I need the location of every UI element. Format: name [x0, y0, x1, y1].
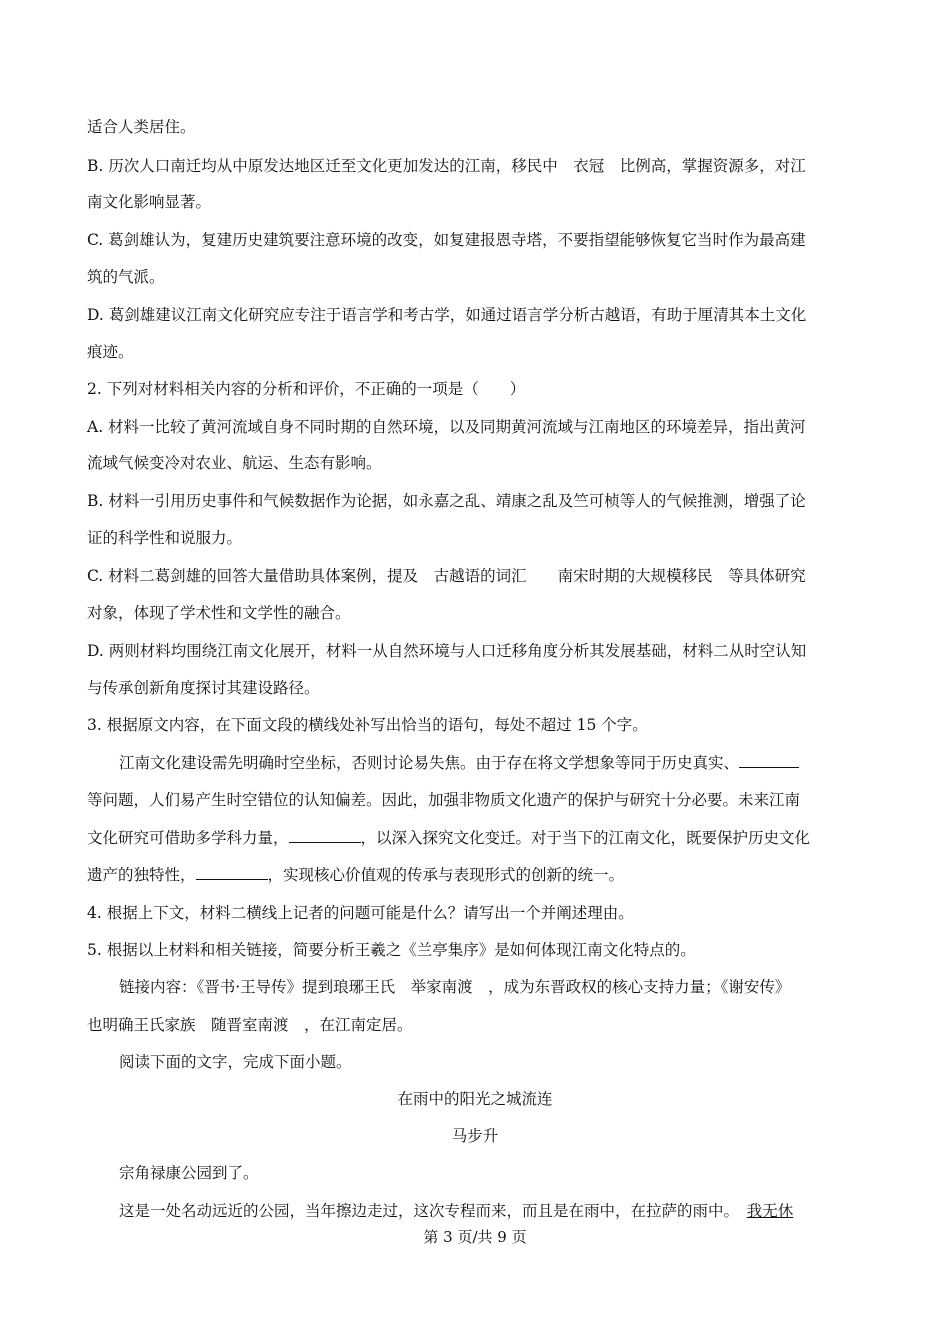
- text-line: 对象，体现了学术性和文学性的融合。: [87, 604, 351, 622]
- passage-text: ，以深入探究文化变迁。对于当下的江南文化，既要保护历史文化: [360, 829, 811, 847]
- passage-text: ，实现核心价值观的传承与表现形式的创新的统一。: [267, 866, 625, 884]
- passage-text: 遗产的独特性，: [87, 866, 196, 884]
- underlined-text: 我无休: [746, 1202, 794, 1220]
- passage-line: [87, 864, 624, 886]
- passage-line: [119, 752, 799, 774]
- question-5: 5. 根据以上材料和相关链接，简要分析王羲之《兰亭集序》是如何体现江南文化特点的。: [87, 941, 696, 959]
- article-paragraph: [119, 1200, 793, 1222]
- text-line: 也明确王氏家族 随晋室南渡 ，在江南定居。: [87, 1016, 413, 1034]
- text-line: 痕迹。: [87, 343, 134, 361]
- question-2: 2. 下列对材料相关内容的分析和评价，不正确的一项是（ ）: [87, 380, 526, 398]
- passage-line: [87, 827, 810, 849]
- text-line: 筑的气派。: [87, 268, 165, 286]
- reading-instruction: 阅读下面的文字，完成下面小题。: [119, 1053, 352, 1071]
- article-title: 在雨中的阳光之城流连: [397, 1090, 553, 1108]
- paragraph-text: 这是一处名动远近的公园，当年擦边走过，这次专程而来，而且是在雨中，在拉萨的雨中。: [119, 1202, 747, 1220]
- option-d-line: D. 两则材料均围绕江南文化展开，材料一从自然环境与人口迁移角度分析其发展基础，材料二从时空认知: [87, 642, 807, 660]
- passage-line: 等问题，人们易产生时空错位的认知偏差。因此，加强非物质文化遗产的保护与研究十分必要。未来江南: [87, 791, 801, 809]
- article-author: 马步升: [451, 1127, 499, 1145]
- passage-text: 文化研究可借助多学科力量，: [87, 829, 289, 847]
- text-line: 流域气候变冷对农业、航运、生态有影响。: [87, 454, 382, 472]
- question-4: 4. 根据上下文，材料二横线上记者的问题可能是什么？请写出一个并阐述理由。: [87, 904, 634, 922]
- text-line: 南文化影响显著。: [87, 193, 212, 211]
- text-line: 证的科学性和说服力。: [87, 529, 243, 547]
- page-number-footer: 第 3 页/共 9 页: [423, 1228, 527, 1246]
- question-3: 3. 根据原文内容，在下面文段的横线处补写出恰当的语句，每处不超过 15 个字。: [87, 716, 648, 734]
- passage-text: 江南文化建设需先明确时空坐标，否则讨论易失焦。由于存在将文学想象等同于历史真实、: [119, 754, 740, 772]
- option-b-line: B. 历次人口南迁均从中原发达地区迁至文化更加发达的江南，移民中 衣冠 比例高，掌握资源多，对江: [87, 157, 806, 175]
- text-line: 与传承创新角度探讨其建设路径。: [87, 679, 320, 697]
- option-d-line: D. 葛剑雄建议江南文化研究应专注于语言学和考古学，如通过语言学分析古越语，有助于厘清其本土文化: [87, 306, 807, 324]
- answer-blank-3[interactable]: [196, 864, 268, 880]
- article-paragraph: 宗角禄康公园到了。: [119, 1164, 259, 1182]
- option-c-line: C. 材料二葛剑雄的回答大量借助具体案例，提及 古越语的词汇 南宋时期的大规模移民 等具体研究: [87, 567, 806, 585]
- option-c-line: C. 葛剑雄认为，复建历史建筑要注意环境的改变，如复建报恩寺塔，不要指望能够恢复它当时作为最高建: [87, 231, 806, 249]
- answer-blank-1[interactable]: [739, 752, 799, 768]
- link-content-line: 链接内容：《晋书·王导传》提到琅琊王氏 举家南渡 ，成为东晋政权的核心支持力量；《谢安传》: [119, 978, 791, 996]
- option-b-line: B. 材料一引用历史事件和气候数据作为论据，如永嘉之乱、靖康之乱及竺可桢等人的气候推测，增强了论: [87, 492, 806, 510]
- text-line: 适合人类居住。: [87, 118, 196, 136]
- answer-blank-2[interactable]: [289, 827, 361, 843]
- option-a-line: A. 材料一比较了黄河流域自身不同时期的自然环境，以及同期黄河流域与江南地区的环境差异，指出黄河: [87, 418, 806, 436]
